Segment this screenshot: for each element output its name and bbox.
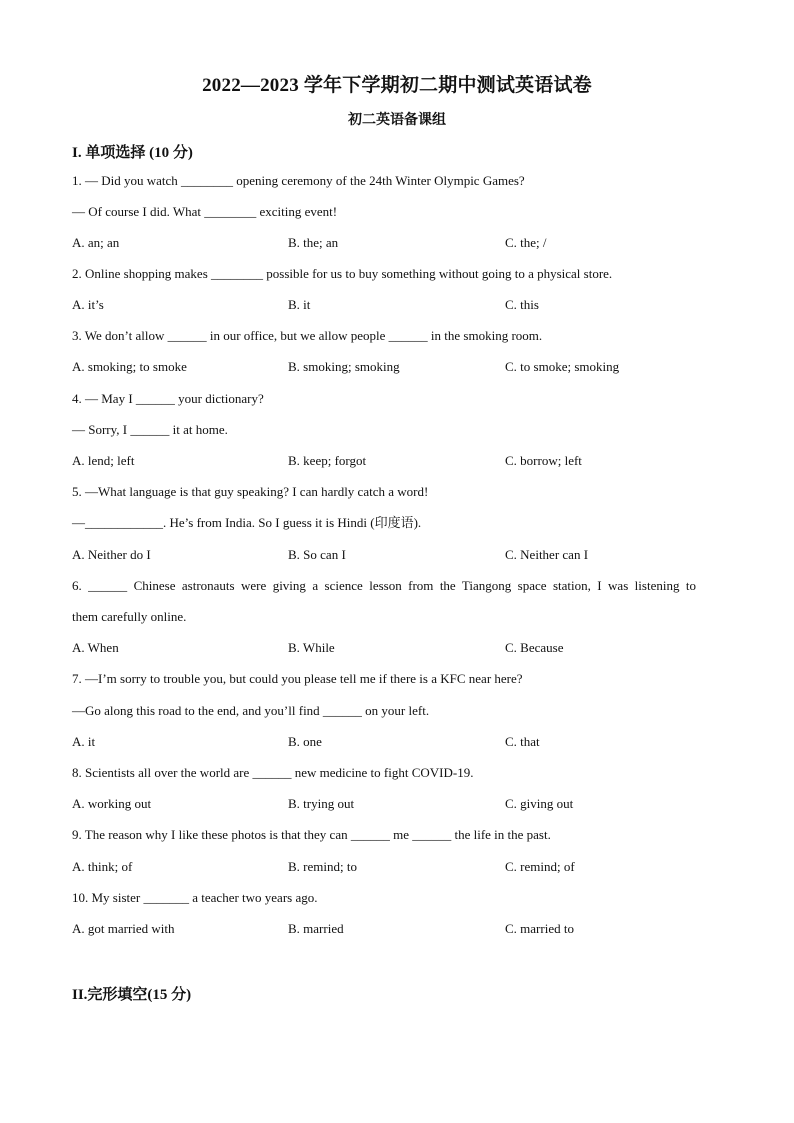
question-9-option-a: A. think; of bbox=[72, 859, 133, 874]
question-6-option-b: B. While bbox=[288, 640, 335, 655]
question-6-option-c: C. Because bbox=[505, 640, 564, 655]
question-5-line-1: 5. —What language is that guy speaking? I can hardly catch a word! bbox=[72, 484, 429, 499]
question-10-option-b: B. married bbox=[288, 921, 344, 936]
question-4-option-a: A. lend; left bbox=[72, 453, 135, 468]
question-6-option-a: A. When bbox=[72, 640, 119, 655]
question-3-line-1: 3. We don’t allow ______ in our office, but we allow people ______ in the smoking room. bbox=[72, 328, 543, 343]
question-4-option-b: B. keep; forgot bbox=[288, 453, 367, 468]
question-10-option-c: C. married to bbox=[505, 921, 574, 936]
question-2-option-c: C. this bbox=[505, 297, 539, 312]
question-3-option-c: C. to smoke; smoking bbox=[505, 359, 620, 374]
question-10-line-1: 10. My sister _______ a teacher two years ago. bbox=[72, 890, 318, 905]
question-1-option-c: C. the; / bbox=[505, 235, 547, 250]
question-4-line-1: 4. — May I ______ your dictionary? bbox=[72, 391, 264, 406]
section-heading-single-choice: I. 单项选择 (10 分) bbox=[72, 145, 193, 161]
question-8-option-a: A. working out bbox=[72, 796, 152, 811]
question-3-option-b: B. smoking; smoking bbox=[288, 359, 400, 374]
question-2-option-a: A. it’s bbox=[72, 297, 104, 312]
question-8-option-b: B. trying out bbox=[288, 796, 355, 811]
question-8-option-c: C. giving out bbox=[505, 796, 574, 811]
question-7-option-c: C. that bbox=[505, 734, 540, 749]
question-7-option-b: B. one bbox=[288, 734, 322, 749]
question-7-line-1: 7. —I’m sorry to trouble you, but could you please tell me if there is a KFC near here? bbox=[72, 671, 523, 686]
question-5-option-a: A. Neither do I bbox=[72, 547, 151, 562]
question-9-option-c: C. remind; of bbox=[505, 859, 575, 874]
question-7-option-a: A. it bbox=[72, 734, 96, 749]
question-6-line-1: 6. ______ Chinese astronauts were giving a science lesson from the Tiangong space station, I was listening to bbox=[72, 578, 696, 593]
question-1-option-a: A. an; an bbox=[72, 235, 120, 250]
question-10-option-a: A. got married with bbox=[72, 921, 175, 936]
question-4-line-2: — Sorry, I ______ it at home. bbox=[72, 422, 228, 437]
question-9-option-b: B. remind; to bbox=[288, 859, 357, 874]
page-subtitle: 初二英语备课组 bbox=[348, 113, 446, 128]
question-2-line-1: 2. Online shopping makes ________ possible for us to buy something without going to a physical store. bbox=[72, 266, 613, 281]
question-8-line-1: 8. Scientists all over the world are ______ new medicine to fight COVID-19. bbox=[72, 765, 474, 780]
question-1-option-b: B. the; an bbox=[288, 235, 339, 250]
question-5-option-b: B. So can I bbox=[288, 547, 346, 562]
question-2-option-b: B. it bbox=[288, 297, 311, 312]
question-9-line-1: 9. The reason why I like these photos is that they can ______ me ______ the life in the past. bbox=[72, 827, 551, 842]
page-title: 2022—2023 学年下学期初二期中测试英语试卷 bbox=[202, 75, 592, 96]
section-heading-cloze: II.完形填空(15 分) bbox=[72, 987, 192, 1003]
question-5-option-c: C. Neither can I bbox=[505, 547, 589, 562]
question-4-option-c: C. borrow; left bbox=[505, 453, 582, 468]
question-6-line-2: them carefully online. bbox=[72, 609, 187, 624]
question-1-line-2: — Of course I did. What ________ exciting event! bbox=[72, 204, 338, 219]
question-5-line-2: —____________. He’s from India. So I guess it is Hindi (印度语). bbox=[72, 515, 422, 530]
question-3-option-a: A. smoking; to smoke bbox=[72, 359, 187, 374]
question-1-line-1: 1. — Did you watch ________ opening ceremony of the 24th Winter Olympic Games? bbox=[72, 173, 525, 188]
question-7-line-2: —Go along this road to the end, and you’ll find ______ on your left. bbox=[72, 703, 430, 718]
